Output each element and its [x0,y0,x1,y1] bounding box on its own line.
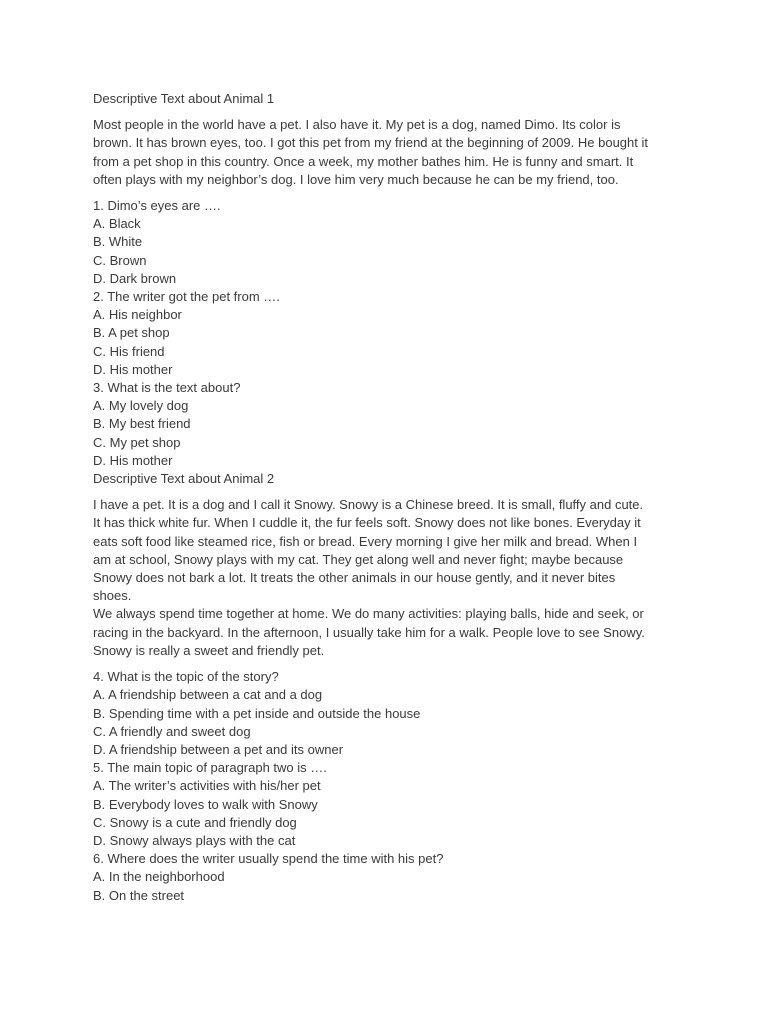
question-text: 4. What is the topic of the story? [93,669,279,685]
answer-option: D. A friendship between a pet and its owner [93,741,344,757]
answer-option: A. Black [93,216,141,232]
answer-option: C. My pet shop [93,434,181,450]
paragraph-line: eats soft food like steamed rice, fish or bread. Every morning I give her milk and bread. When I [93,533,638,549]
answer-option: D. His mother [93,361,173,377]
answer-option: D. Dark brown [93,270,177,286]
answer-option: A. His neighbor [93,307,182,323]
question-text: 1. Dimo’s eyes are …. [93,198,221,214]
paragraph-line: Snowy does not bark a lot. It treats the other animals in our house gently, and it never bites [93,570,616,586]
paragraph-line: am at school, Snowy plays with my cat. They get along well and never fight; maybe because [93,551,624,567]
answer-option: D. His mother [93,452,173,468]
answer-option: A. My lovely dog [93,398,189,414]
question-3 [93,379,693,470]
section2-paragraph-1 [93,496,693,605]
paragraph-line: shoes. [93,588,132,604]
answer-option: A. A friendship between a cat and a dog [93,687,323,703]
question-1 [93,197,693,288]
question-4 [93,668,693,759]
question-text: 3. What is the text about? [93,380,241,396]
answer-option: C. His friend [93,343,165,359]
answer-option: B. White [93,234,143,250]
paragraph-line: I have a pet. It is a dog and I call it Snowy. Snowy is a Chinese breed. It is small, fluffy and cute. [93,497,644,513]
answer-option: C. Snowy is a cute and friendly dog [93,814,297,830]
question-6 [93,850,693,905]
question-2 [93,288,693,379]
answer-option: B. A pet shop [93,325,170,341]
paragraph-line: racing in the backyard. In the afternoon, I usually take him for a walk. People love to see Snowy. [93,624,645,640]
answer-option: D. Snowy always plays with the cat [93,832,296,848]
question-5 [93,759,693,850]
answer-option: C. A friendly and sweet dog [93,723,251,739]
section1-paragraph [93,116,693,189]
paragraph-line: often plays with my neighbor’s dog. I love him very much because he can be my friend, too. [93,171,619,187]
section2-title: Descriptive Text about Animal 2 [93,471,275,487]
section2-paragraph-2 [93,605,693,660]
paragraph-line: It has thick white fur. When I cuddle it, the fur feels soft. Snowy does not like bones. Everyday it [93,515,641,531]
answer-option: B. My best friend [93,416,191,432]
section1-title: Descriptive Text about Animal 1 [93,91,275,106]
answer-option: C. Brown [93,252,147,268]
paragraph-line: from a pet shop in this country. Once a week, my mother bathes him. He is funny and smart. It [93,153,634,169]
paragraph-line: Most people in the world have a pet. I also have it. My pet is a dog, named Dimo. Its color is [93,117,621,133]
paragraph-line: We always spend time together at home. We do many activities: playing balls, hide and seek, or [93,606,644,622]
question-text: 2. The writer got the pet from …. [93,289,280,305]
paragraph-line: brown. It has brown eyes, too. I got this pet from my friend at the beginning of 2009. He bought it [93,135,648,151]
paragraph-line: Snowy is really a sweet and friendly pet. [93,642,325,658]
answer-option: B. Everybody loves to walk with Snowy [93,796,318,812]
answer-option: B. Spending time with a pet inside and outside the house [93,705,421,721]
answer-option: A. The writer’s activities with his/her pet [93,778,321,794]
document-content [93,90,693,905]
question-text: 6. Where does the writer usually spend the time with his pet? [93,851,444,867]
answer-option: A. In the neighborhood [93,869,225,885]
answer-option: B. On the street [93,887,185,903]
question-text: 5. The main topic of paragraph two is …. [93,760,327,776]
